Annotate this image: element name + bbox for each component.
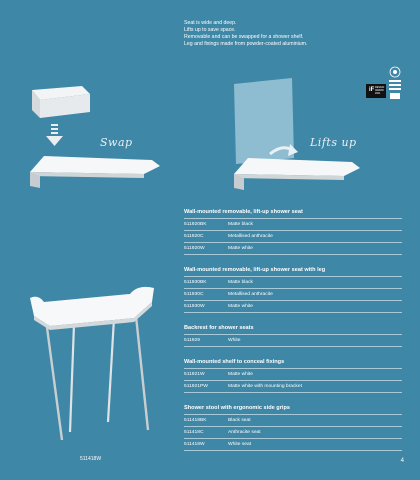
- swap-label: Swap: [100, 136, 133, 149]
- product-desc: Metallised anthracite: [228, 292, 273, 297]
- spec-block: [184, 402, 402, 451]
- stool-figure: [26, 280, 166, 450]
- table-row: [184, 288, 402, 300]
- table-row: [184, 242, 402, 255]
- intro-line: Leg and fixings made from powder-coated aluminium.: [184, 41, 308, 47]
- page-number: 4: [400, 458, 404, 464]
- product-code: 511418W: [184, 442, 205, 447]
- spec-block: [184, 356, 402, 393]
- product-code: 511921PW: [184, 384, 208, 389]
- product-desc: Matte white: [228, 246, 254, 251]
- spec-title: Wall-mounted shelf to conceal fixings: [184, 359, 285, 365]
- down-arrow-icon: [46, 124, 63, 146]
- table-row: [184, 230, 402, 242]
- swap-illustration: [20, 80, 170, 190]
- product-desc: White seat: [228, 442, 252, 447]
- product-code: 511920C: [184, 234, 204, 239]
- spec-block: [184, 264, 402, 313]
- table-row: [184, 276, 402, 288]
- product-desc: Matte white: [228, 304, 254, 309]
- table-row: [184, 380, 402, 393]
- product-code: 511921W: [184, 372, 205, 377]
- product-desc: Matte black: [228, 280, 254, 285]
- spec-title: Shower stool with ergonomic side grips: [184, 405, 290, 411]
- good-design-award-logo: [388, 66, 402, 104]
- lifts-up-label: Lifts up: [310, 136, 357, 149]
- intro-line: Removable and can be swapped for a shower shelf.: [184, 34, 304, 40]
- product-code: 511418C: [184, 430, 204, 435]
- if-design-award-logo: iF DESIGN AWARD 2021: [366, 84, 386, 98]
- table-row: [184, 368, 402, 380]
- stool-illustration: [26, 280, 166, 450]
- intro-line: Lifts up to save space.: [184, 27, 236, 33]
- product-code: 511920W: [184, 246, 205, 251]
- product-desc: Metallised anthracite: [228, 234, 273, 239]
- spec-block: [184, 322, 402, 347]
- product-desc: Black seat: [228, 418, 251, 423]
- intro-line: Seat is wide and deep.: [184, 20, 237, 26]
- product-desc: White: [228, 338, 241, 343]
- intro-text: [184, 20, 404, 48]
- table-row: [184, 438, 402, 451]
- table-row: [184, 334, 402, 347]
- product-desc: Matte white: [228, 372, 254, 377]
- product-code: 511929: [184, 338, 200, 343]
- product-code: 511930C: [184, 292, 204, 297]
- stool-product-code: 511418W: [80, 456, 102, 462]
- product-code: 511418BK: [184, 418, 207, 423]
- table-row: [184, 218, 402, 230]
- product-code: 511920BK: [184, 222, 207, 227]
- spec-title: Wall-mounted removable, lift-up shower seat: [184, 209, 303, 215]
- spec-title: Backrest for shower seats: [184, 325, 254, 331]
- spec-title: Wall-mounted removable, lift-up shower seat with leg: [184, 267, 326, 273]
- table-row: [184, 426, 402, 438]
- product-desc: Matte black: [228, 222, 254, 227]
- product-code: 511930W: [184, 304, 205, 309]
- table-row: [184, 414, 402, 426]
- product-desc: Matte white with mounting bracket: [228, 384, 302, 389]
- table-row: [184, 300, 402, 313]
- swap-figure: [20, 80, 170, 190]
- product-code: 511930BK: [184, 280, 207, 285]
- spec-block: [184, 206, 402, 255]
- product-desc: Anthracite seat: [228, 430, 261, 435]
